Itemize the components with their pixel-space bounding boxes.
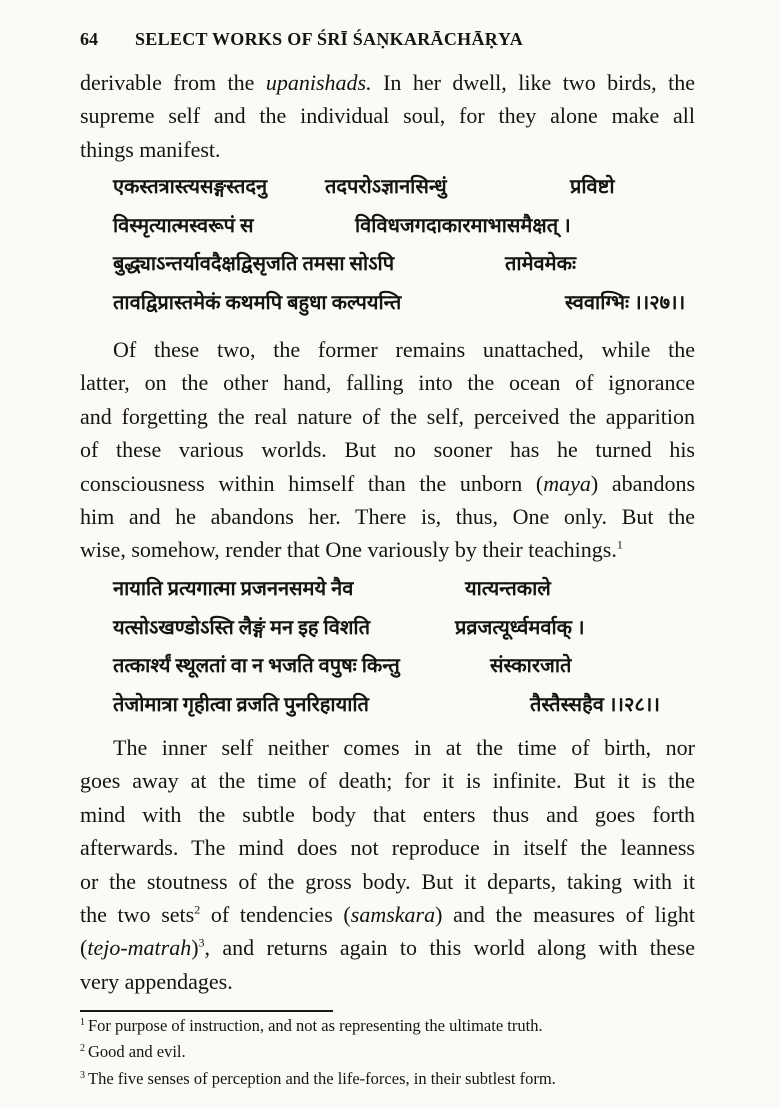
verse-line	[113, 288, 773, 327]
footnote-divider	[80, 1010, 333, 1012]
text-segment: derivable from the	[80, 70, 266, 95]
text-line	[80, 931, 695, 964]
verse-segment: तैस्तैस्सहैव ।।२८।।	[530, 693, 660, 716]
text-segment: The inner self neither comes in at the time of birth, nor	[113, 735, 695, 760]
text-segment: consciousness within himself than the unborn (	[80, 470, 544, 496]
text-segment: very appendages.	[80, 968, 233, 994]
footnote-reference: 3	[198, 936, 205, 951]
text-line	[80, 467, 695, 500]
text-segment: Of these two, the former remains unattached, while the	[113, 337, 695, 362]
text-segment: , and returns again to this world along with these	[204, 935, 695, 961]
italic-term: upanishads.	[265, 70, 372, 95]
italic-term: samskara	[350, 901, 436, 927]
text-segment: ) and the measures of light	[435, 901, 695, 927]
text-line	[80, 898, 695, 931]
italic-term: tejo-matrah	[87, 935, 192, 961]
verse-segment: विस्मृत्यात्मस्वरूपं स	[113, 214, 254, 237]
footnote-1	[80, 1016, 543, 1036]
verse-segment: यत्सोऽखण्डोऽस्ति लैङ्गं मन इह विशति	[113, 616, 370, 639]
verse-line	[113, 249, 773, 288]
verse-segment: एकस्तत्रास्त्यसङ्गस्तदनु	[113, 176, 268, 198]
text-line	[80, 400, 695, 433]
verse-line	[113, 574, 773, 613]
text-segment: ) abandons	[590, 470, 696, 496]
verse-segment: बुद्ध्याऽन्तर्यावदैक्षद्विसृजति तमसा सोऽपि	[113, 253, 395, 275]
verse-segment: प्रव्रजत्यूर्ध्वमर्वाक् ।	[455, 616, 585, 639]
text-line	[80, 433, 695, 466]
text-segment: things manifest.	[80, 136, 221, 162]
verse-line	[113, 690, 773, 729]
paragraph	[80, 333, 695, 567]
verse-segment: यात्यन्तकाले	[465, 578, 551, 600]
italic-term: maya	[543, 470, 591, 496]
page-number: 64	[80, 29, 98, 49]
verse-segment: तदपरोऽज्ञानसिन्धुं	[325, 176, 447, 198]
paragraph	[80, 66, 695, 166]
text-segment: goes away at the time of death; for it is infinite. But it is the	[80, 768, 695, 794]
footnote-text: Good and evil.	[88, 1042, 186, 1061]
footnote-text: The five senses of perception and the life-forces, in their subtlest form.	[88, 1069, 556, 1088]
text-segment: him and he abandons her. There is, thus, One only. But the	[80, 503, 695, 529]
running-title: SELECT WORKS OF ŚRĪ ŚAṆKARĀCHĀṚYA	[135, 29, 523, 49]
sanskrit-verse-28	[113, 574, 773, 728]
text-line	[80, 66, 695, 99]
verse-line	[113, 651, 773, 690]
text-segment: the two sets	[80, 901, 195, 927]
verse-line	[113, 211, 773, 250]
text-segment: wise, somehow, render that One variously by their teachings.	[80, 537, 617, 563]
text-segment: (	[80, 935, 88, 961]
verse-line	[113, 613, 773, 652]
text-line	[80, 99, 695, 132]
text-line	[80, 831, 695, 864]
verse-segment: नायाति प्रत्यगात्मा प्रजननसमये नैव	[113, 578, 354, 600]
text-line	[80, 500, 695, 533]
verse-segment: तत्कार्श्यं स्थूलतां वा न भजति वपुषः किन्तु	[113, 655, 400, 677]
text-segment: latter, on the other hand, falling into the ocean of ignorance	[80, 370, 695, 396]
text-line	[80, 731, 695, 764]
verse-line	[113, 172, 773, 211]
text-segment: supreme self and the individual soul, for they alone make all	[80, 103, 695, 129]
text-line	[80, 764, 695, 797]
verse-segment: संस्कारजाते	[490, 655, 572, 677]
text-segment: mind with the subtle body that enters thus and goes forth	[80, 801, 695, 827]
paragraph	[80, 731, 695, 998]
footnote-text: For purpose of instruction, and not as representing the ultimate truth.	[88, 1016, 543, 1035]
text-segment: of tendencies (	[200, 901, 351, 927]
text-line	[80, 533, 695, 566]
text-line	[80, 333, 695, 366]
text-line	[80, 133, 695, 166]
text-segment: or the stoutness of the gross body. But it departs, taking with it	[80, 868, 695, 894]
footnote-reference: 1	[616, 538, 623, 553]
verse-segment: तामेवमेकः	[505, 253, 577, 275]
sanskrit-verse-27	[113, 172, 773, 326]
text-segment: In her dwell, like two birds, the	[371, 70, 695, 95]
text-line	[80, 366, 695, 399]
text-line	[80, 865, 695, 898]
text-segment: of these various worlds. But no sooner has he turned his	[80, 437, 695, 463]
footnote-mark: 1	[80, 1016, 85, 1028]
footnote-3	[80, 1069, 556, 1089]
footnote-2	[80, 1042, 186, 1062]
text-segment: and forgetting the real nature of the self, perceived the apparition	[80, 403, 695, 429]
verse-segment: तेजोमात्रा गृहीत्वा व्रजति पुनरिहायाति	[113, 693, 369, 716]
text-segment: )	[191, 935, 199, 961]
verse-segment: विविधजगदाकारमाभासमैक्षत् ।	[355, 214, 571, 237]
text-segment: afterwards. The mind does not reproduce in itself the leanness	[80, 835, 695, 861]
footnote-reference: 2	[194, 902, 201, 917]
footnote-mark: 3	[80, 1069, 85, 1081]
verse-segment: स्ववाग्भिः ।।२७।।	[565, 291, 686, 314]
verse-segment: प्रविष्टो	[570, 176, 615, 198]
verse-segment: तावद्विप्रास्तमेकं कथमपि बहुधा कल्पयन्ति	[113, 291, 402, 314]
text-line	[80, 798, 695, 831]
footnote-mark: 2	[80, 1042, 85, 1054]
text-line	[80, 965, 695, 998]
